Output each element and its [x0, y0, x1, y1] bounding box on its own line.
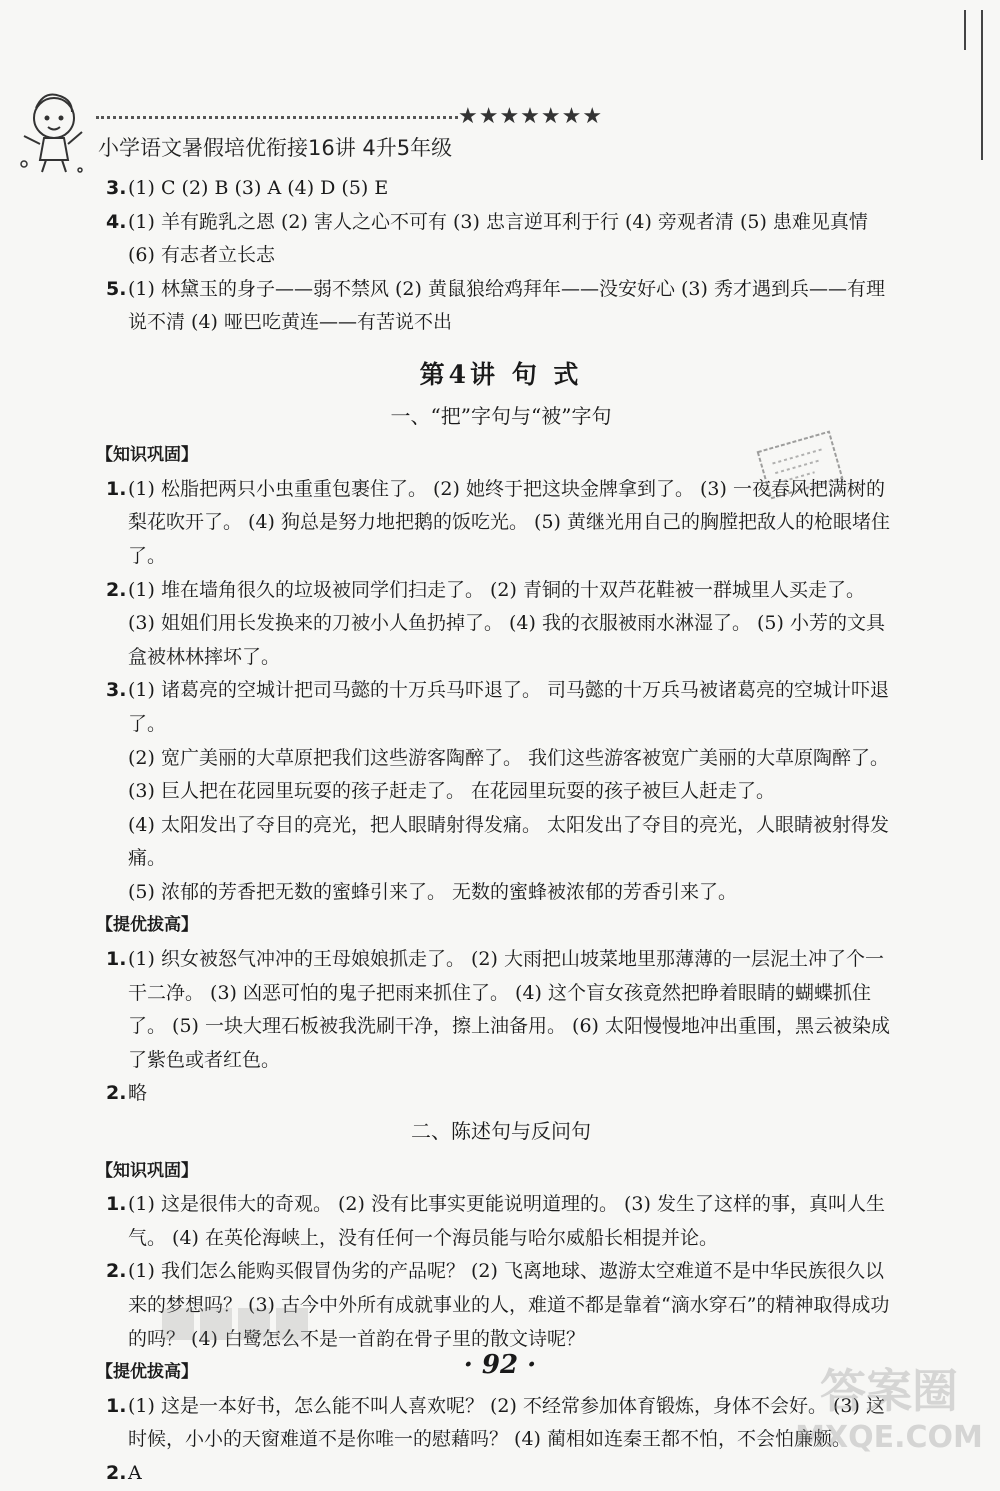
label-improve: 【提优拔高】	[96, 915, 198, 936]
item-number: 5.	[106, 277, 127, 300]
item-number: 3.	[106, 177, 127, 199]
item-number: 1.	[106, 1193, 127, 1216]
answer-item	[106, 1457, 896, 1491]
label-improve: 【提优拔高】	[96, 1362, 198, 1383]
answer-item	[106, 1188, 896, 1255]
item-number: 2.	[106, 1461, 127, 1484]
answer-item	[106, 574, 896, 675]
cartoon-kid-icon	[14, 88, 92, 176]
series-title: 小学语文暑假培优衔接16讲 4升5年级	[98, 136, 453, 160]
answer-item	[106, 172, 896, 206]
margin-rule-short	[964, 10, 968, 50]
item-number: 1.	[106, 477, 127, 500]
answer-item	[106, 206, 896, 273]
section-title: 一、“把”字句与“被”字句	[390, 403, 612, 428]
item-number: 1.	[106, 948, 127, 971]
answer-text: (1) 这是很伟大的奇观。 (2) 没有比事实更能说明道理的。 (3) 发生了这样的事，真叫人生气。 (4) 在英伦海峡上，没有任何一个海员能与哈尔威船长相提并论。	[128, 1193, 885, 1249]
answer-text: (1) 我们怎么能购买假冒伪劣的产品呢？ (2) 飞离地球、遨游太空难道不是中华民族很久以来的梦想吗？ (3) 古今中外所有成就事业的人，难道不都是靠着“滴水穿石”的精神取得成功的吗？ (4) 白鹭怎么不是一首韵在骨子里的散文诗呢？	[128, 1260, 890, 1350]
item-number: 2.	[106, 1260, 127, 1283]
watermark-text: 答案圈	[820, 1364, 958, 1418]
site-watermark-logo	[794, 1347, 984, 1457]
answer-item	[106, 273, 896, 340]
answer-item	[106, 1390, 896, 1457]
answer-text: (1) 林黛玉的身子——弱不禁风 (2) 黄鼠狼给鸡拜年——没安好心 (3) 秀才遇到兵——有理说不清 (4) 哑巴吃黄连——有苦说不出	[128, 277, 885, 334]
item-number: 2.	[106, 1082, 127, 1105]
page-content	[96, 172, 896, 1491]
item-number: 3.	[106, 679, 127, 702]
watermark-url: MXQE.COM	[795, 1420, 983, 1455]
answer-text: (1) 堆在墙角很久的垃圾被同学们扫走了。 (2) 青铜的十双芦花鞋被一群城里人买走了。 (3) 姐姐们用长发换来的刀被小人鱼扔掉了。 (4) 我的衣服被雨水淋湿了。 (5) 小芳的文具盒被林林摔坏了。	[128, 578, 885, 668]
answer-text: (1) 松脂把两只小虫重重包裹住了。 (2) 她终于把这块金牌拿到了。 (3) 一夜春风把满树的梨花吹开了。 (4) 狗总是努力地把鹅的饭吃光。 (5) 黄继光用自己的胸膛把敌人的枪眼堵住了。	[128, 477, 890, 567]
answer-text: (1) 羊有跪乳之恩 (2) 害人之心不可有 (3) 忠言逆耳利于行 (4) 旁观者清 (5) 患难见真情	[128, 210, 868, 233]
chapter-title: 第4讲 句 式	[419, 359, 583, 389]
faded-stamp-icon	[160, 1302, 310, 1346]
label-consolidate: 【知识巩固】	[96, 1160, 198, 1181]
item-number: 2.	[106, 578, 127, 601]
section-title: 二、陈述句与反问句	[411, 1119, 591, 1144]
margin-rule	[981, 10, 986, 160]
answer-text: A	[128, 1461, 142, 1484]
answer-text: 略	[128, 1082, 148, 1105]
answer-item	[106, 1077, 896, 1111]
item-number: 4.	[106, 210, 127, 233]
answer-text: (4) 太阳发出了夺目的亮光，把人眼睛射得发痛。 太阳发出了夺目的亮光，人眼睛被射得发痛。	[128, 813, 889, 870]
answer-text: (3) 巨人把在花园里玩耍的孩子赶走了。 在花园里玩耍的孩子被巨人赶走了。	[128, 780, 775, 803]
answer-text: (5) 浓郁的芳香把无数的蜜蜂引来了。 无数的蜜蜂被浓郁的芳香引来了。	[128, 880, 737, 903]
answer-text: (1) 诸葛亮的空城计把司马懿的十万兵马吓退了。 司马懿的十万兵马被诸葛亮的空城计吓退了。	[128, 679, 889, 735]
header-stars: ★★★★★★★	[458, 104, 604, 129]
answer-item	[106, 674, 896, 909]
page-number: · 92 ·	[463, 1350, 537, 1380]
header-dotted-line	[96, 116, 458, 119]
answer-text: (2) 宽广美丽的大草原把我们这些游客陶醉了。 我们这些游客被宽广美丽的大草原陶醉了。	[128, 746, 889, 769]
page-header	[0, 0, 1000, 190]
answer-text: (1) C (2) B (3) A (4) D (5) E	[128, 177, 389, 199]
item-number: 1.	[106, 1394, 127, 1417]
answer-text: (6) 有志者立长志	[128, 244, 275, 267]
label-consolidate: 【知识巩固】	[96, 445, 198, 466]
answer-text: (1) 这是一本好书，怎么能不叫人喜欢呢？ (2) 不经常参加体育锻炼，身体不会好。 (3) 这时候，小小的天窗难道不是你唯一的慰藉吗？ (4) 蔺相如连秦王都不怕，不会怕廉颇。	[128, 1394, 885, 1451]
answer-text: (1) 织女被怒气冲冲的王母娘娘抓走了。 (2) 大雨把山坡菜地里那薄薄的一层泥土冲了个一干二净。 (3) 凶恶可怕的鬼子把雨来抓住了。 (4) 这个盲女孩竟然把睁着眼睛的蝴蝶抓住了。 (5) 一块大理石板被我洗刷干净，擦上油备用。 (6) 太阳慢慢地冲出重围，黑云被染成了紫色或者红色。	[128, 948, 890, 1071]
answer-item	[106, 943, 896, 1077]
